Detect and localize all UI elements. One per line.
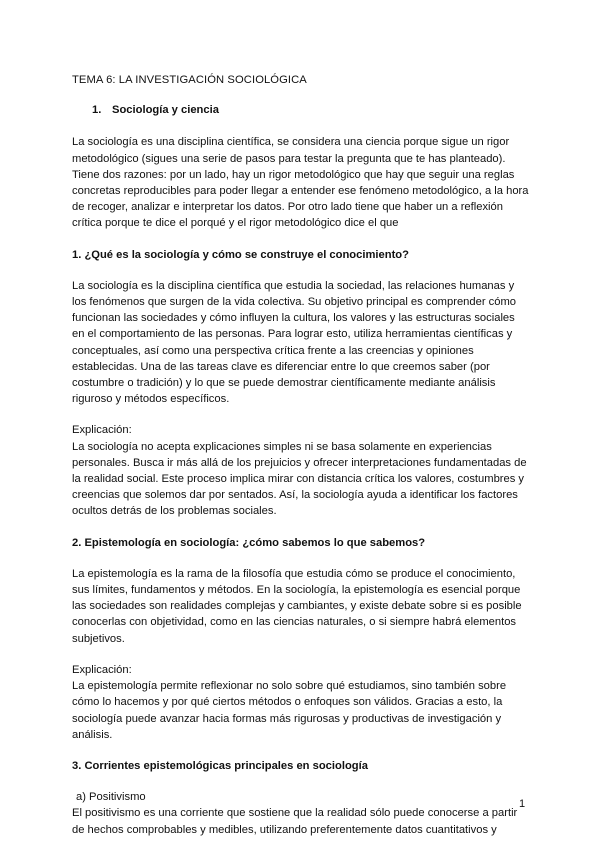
section-heading-que-es-sociologia: 1. ¿Qué es la sociología y cómo se construye el conocimiento? (72, 248, 409, 261)
section-heading-sociologia-ciencia (72, 102, 530, 118)
page-number: 1 (519, 798, 526, 810)
section-heading-corrientes: 3. Corrientes epistemológicas principales en sociología (72, 759, 368, 772)
explanation-label: Explicación: (72, 663, 132, 676)
section-heading-epistemologia: 2. Epistemología en sociología: ¿cómo sabemos lo que sabemos? (72, 536, 426, 549)
section-number: 1. (92, 104, 102, 117)
paragraph-que-es-sociologia: La sociología es la disciplina científica que estudia la sociedad, las relaciones humanas y los fenómenos que surgen de la vida colectiva. Su objetivo principal es comprender cómo funcionan las sociedades y cómo influyen la cultura, los valores y las estructuras sociales en el comportamiento de las personas. Para lograr esto, utiliza herramientas científicas y conceptuales, así como una perspectiva crítica frente a las creencias y opiniones establecidas. Una de las tareas clave es diferenciar entre lo que creemos saber (por costumbre o tradición) y lo que se puede demostrar científicamente mediante análisis riguroso y métodos específicos. (72, 279, 517, 406)
explanation-que-es-sociologia: La sociología no acepta explicaciones simples ni se basa solamente en experiencias personales. Busca ir más allá de los prejuicios y ofrecer interpretaciones fundamentadas de la realidad social. Este proceso implica mirar con distancia crítica los valores, costumbres y creencias que solemos dar por sentados. Así, la sociología ayuda a identificar los factores ocultos detrás de los problemas sociales. (72, 440, 527, 518)
explanation-epistemologia: La epistemología permite reflexionar no solo sobre qué estudiamos, sino también sobre cómo lo hacemos y por qué ciertos métodos o enfoques son válidos. Gracias a esto, la sociología puede avanzar hacia formas más rigurosas y productivas de investigación y análisis. (72, 680, 507, 741)
document-body (72, 72, 530, 838)
document-title: TEMA 6: LA INVESTIGACIÓN SOCIOLÓGICA (72, 74, 307, 86)
paragraph-epistemologia: La epistemología es la rama de la filosofía que estudia cómo se produce el conocimiento, sus límites, fundamentos y métodos. En la sociología, la epistemología es esencial porque las sociedades son realidades complejas y cambiantes, y existe debate sobre si es posible conocerlas con objetividad, como en las ciencias naturales, o si siempre habrá elementos subjetivos. (72, 567, 522, 645)
section-heading-text: Sociología y ciencia (112, 104, 219, 117)
paragraph-sociologia-ciencia: La sociología es una disciplina científica, se considera una ciencia porque sigue un rigor metodológico (sigues una serie de pasos para testar la pregunta que te has planteado). Tiene dos razones: por un lado, hay un rigor metodológico que hay que seguir una reglas concretas reproducibles para poder llegar a entender ese fenómeno metodológico, a la hora de recoger, analizar e interpretar los datos. Por otro lado tiene que haber un a reflexión crítica porque te dice el porqué y el rigor metodológico dice el que (72, 136, 529, 230)
paragraph-positivismo: El positivismo es una corriente que sostiene que la realidad sólo puede conocerse a partir de hechos comprobables y medibles, utilizando preferentemente datos cuantitativos y (72, 807, 518, 836)
subheading-positivismo: a) Positivismo (76, 791, 146, 804)
explanation-label: Explicación: (72, 424, 132, 437)
